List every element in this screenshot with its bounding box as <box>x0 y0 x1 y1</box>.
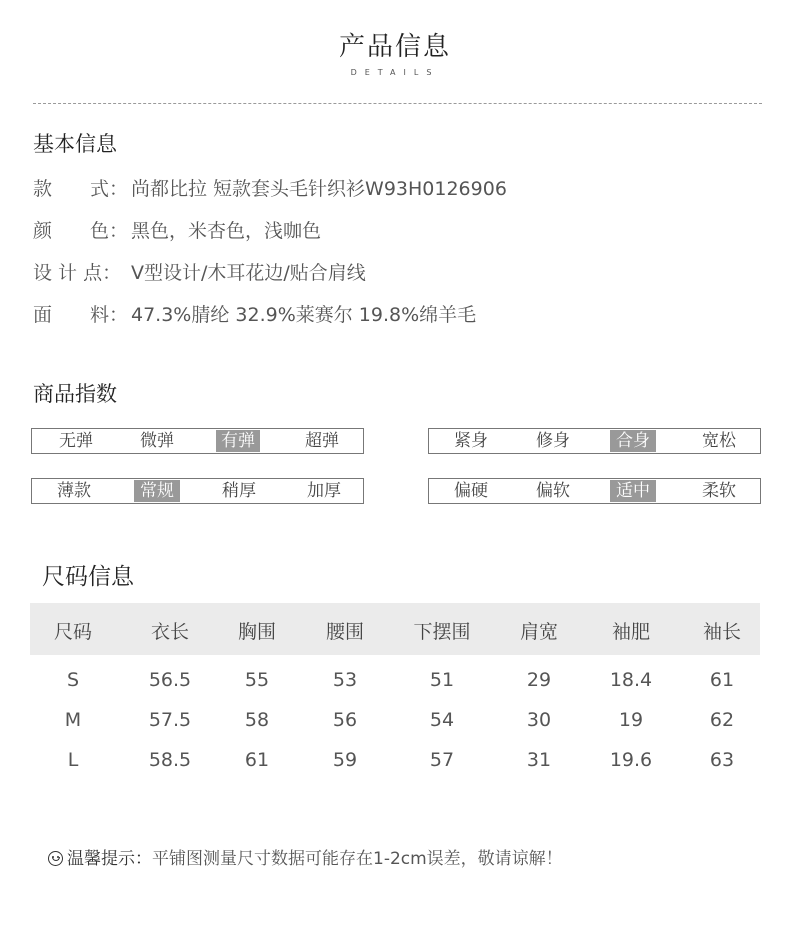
fit-scale <box>428 428 761 454</box>
table-cell: S <box>66 669 80 691</box>
table-cell: 56.5 <box>148 669 192 691</box>
size-table-header <box>30 603 760 655</box>
table-cell: 57 <box>429 749 455 771</box>
scale-option-selected: 适中 <box>610 480 656 502</box>
softness-scale <box>428 478 761 504</box>
info-value: 尚都比拉 短款套头毛针织衫W93H0126906 <box>131 178 507 200</box>
table-header-cell: 腰围 <box>325 621 365 643</box>
table-cell: 19.6 <box>609 749 653 771</box>
info-label: 颜 色： <box>33 220 129 242</box>
table-cell: 29 <box>526 669 552 691</box>
scale-option: 紧身 <box>454 431 488 451</box>
scale-option: 稍厚 <box>222 481 256 501</box>
table-cell: 54 <box>429 709 455 731</box>
table-header-cell: 尺码 <box>53 621 93 643</box>
table-header-cell: 肩宽 <box>519 621 559 643</box>
table-cell: 61 <box>709 669 735 691</box>
info-label: 款 式： <box>33 178 129 200</box>
product-index-title: 商品指数 <box>33 382 117 406</box>
table-header-cell: 衣长 <box>150 621 190 643</box>
page-subtitle: DETAILS <box>350 68 440 77</box>
scale-option: 修身 <box>536 431 570 451</box>
info-row-style <box>33 174 507 201</box>
table-header-cell: 袖肥 <box>611 621 651 643</box>
elasticity-scale <box>31 428 364 454</box>
scale-option-selected: 合身 <box>610 430 656 452</box>
scale-option: 薄款 <box>57 481 91 501</box>
scale-option: 偏硬 <box>454 481 488 501</box>
info-value: 47.3%腈纶 32.9%莱赛尔 19.8%绵羊毛 <box>131 304 477 326</box>
size-tip <box>48 844 563 869</box>
info-label: 设 计 点： <box>33 262 122 284</box>
scale-option: 加厚 <box>307 481 341 501</box>
table-cell: 30 <box>526 709 552 731</box>
dashed-divider <box>33 103 762 104</box>
scale-option: 偏软 <box>536 481 570 501</box>
table-cell: M <box>64 709 82 731</box>
scale-option: 柔软 <box>702 481 736 501</box>
table-cell: 56 <box>332 709 358 731</box>
scale-option: 微弹 <box>140 431 174 451</box>
table-header-cell: 胸围 <box>237 621 277 643</box>
table-cell: 51 <box>429 669 455 691</box>
info-value: 黑色，米杏色，浅咖色 <box>131 220 322 242</box>
table-cell: 59 <box>332 749 358 771</box>
page-title: 产品信息 <box>338 32 451 62</box>
table-header-cell: 下摆围 <box>413 621 471 643</box>
table-cell: 61 <box>244 749 270 771</box>
table-cell: 63 <box>709 749 735 771</box>
info-row-material <box>33 300 476 327</box>
scale-option: 宽松 <box>702 431 736 451</box>
table-cell: 57.5 <box>148 709 192 731</box>
table-cell: 58 <box>244 709 270 731</box>
scale-option: 超弹 <box>305 431 339 451</box>
info-value: V型设计/木耳花边/贴合肩线 <box>131 262 366 284</box>
table-cell: 18.4 <box>609 669 653 691</box>
info-row-design <box>33 258 366 285</box>
scale-option: 无弹 <box>59 431 93 451</box>
scale-option-selected: 有弹 <box>216 430 260 452</box>
info-label: 面 料： <box>33 304 129 326</box>
info-row-color <box>33 216 321 243</box>
tip-text: 平铺图测量尺寸数据可能存在1-2cm误差，敬请谅解！ <box>152 849 563 869</box>
size-info-title: 尺码信息 <box>42 564 134 590</box>
table-cell: 58.5 <box>148 749 192 771</box>
table-header-cell: 袖长 <box>702 621 742 643</box>
table-cell: 62 <box>709 709 735 731</box>
table-cell: L <box>67 749 79 771</box>
scale-option-selected: 常规 <box>134 480 180 502</box>
tip-label: 温馨提示： <box>67 849 152 869</box>
thickness-scale <box>31 478 364 504</box>
table-cell: 31 <box>526 749 552 771</box>
table-cell: 19 <box>618 709 644 731</box>
table-cell: 53 <box>332 669 358 691</box>
smile-icon <box>48 851 63 866</box>
table-cell: 55 <box>244 669 270 691</box>
basic-info-title: 基本信息 <box>33 132 117 156</box>
